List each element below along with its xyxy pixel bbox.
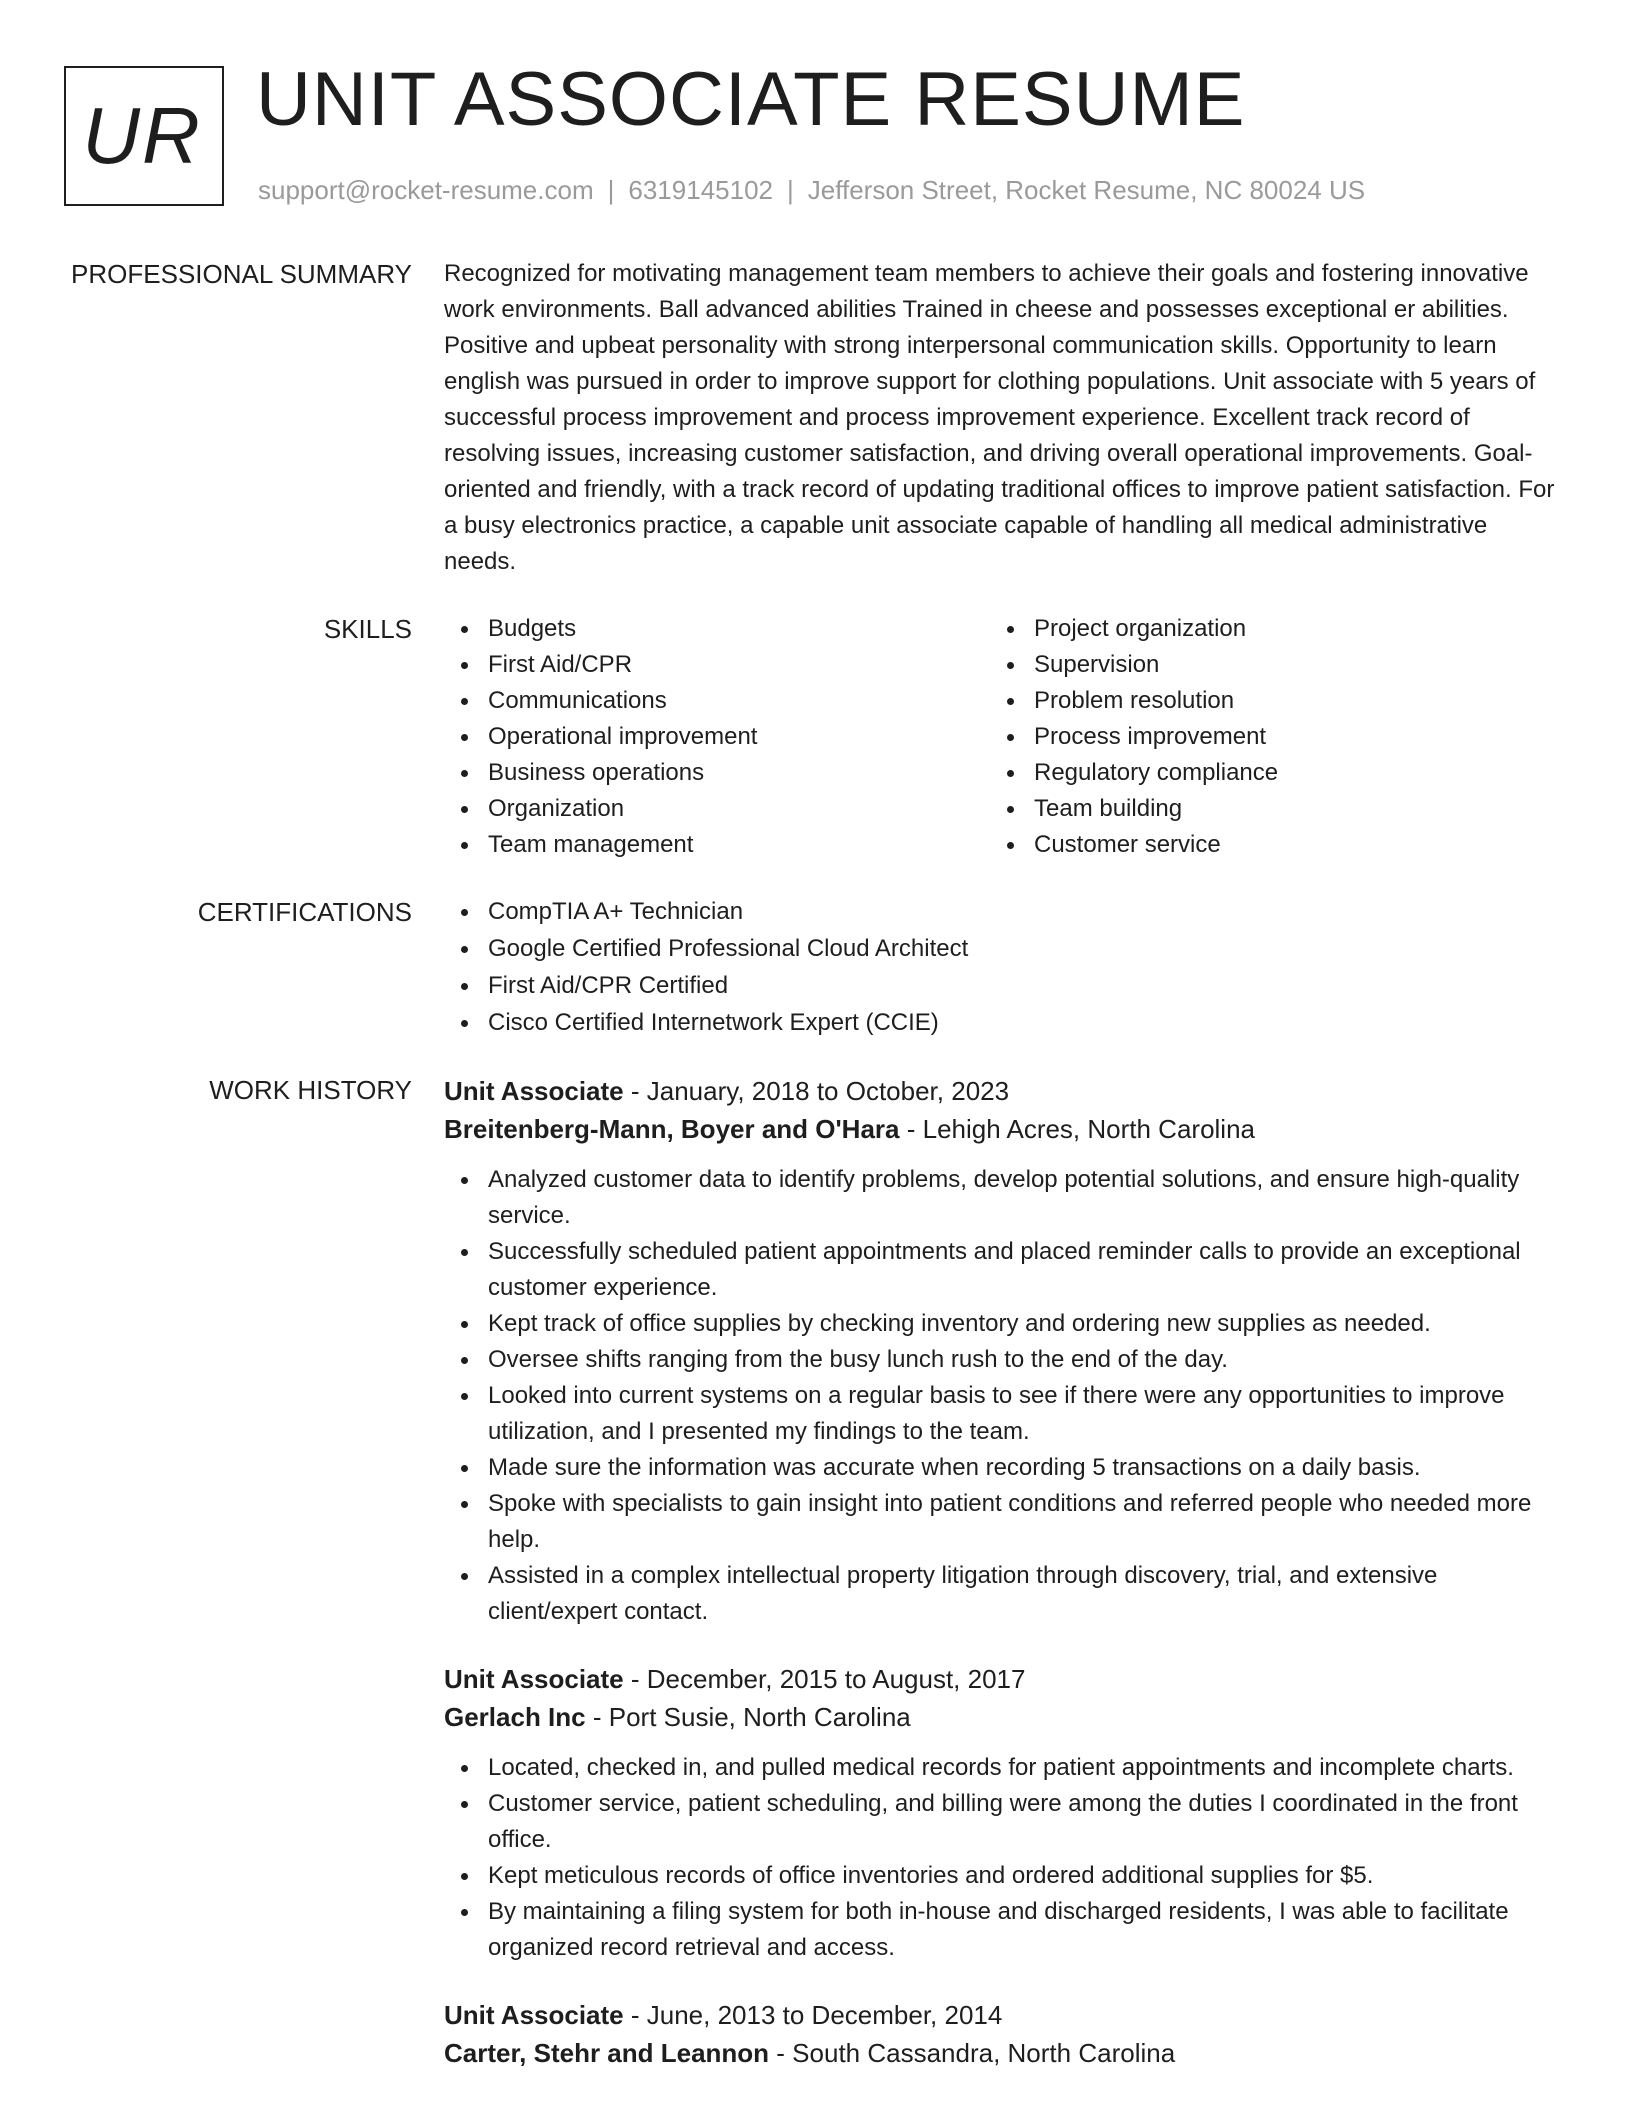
contact-email[interactable]: support@rocket-resume.com: [258, 175, 594, 205]
contact-phone[interactable]: 6319145102: [628, 175, 773, 205]
section-label-work-history: WORK HISTORY: [209, 1075, 412, 1105]
job-bullets: [444, 1162, 1564, 1630]
job-company-line: [444, 2034, 1564, 2072]
job-company-line: [444, 1698, 1564, 1736]
job-location: - South Cassandra, North Carolina: [769, 2038, 1176, 2068]
job-bullet: By maintaining a filing system for both in-house and discharged residents, I was able to facilitate organized record retrieval and access.: [444, 1894, 1564, 1966]
job-bullets: [444, 1750, 1564, 1966]
skills-column-right: [990, 611, 1536, 863]
section-label-certifications: CERTIFICATIONS: [197, 897, 412, 927]
job-bullet: Assisted in a complex intellectual property litigation through discovery, trial, and extensive client/expert contact.: [444, 1558, 1564, 1630]
job-bullet: Located, checked in, and pulled medical records for patient appointments and incomplete charts.: [444, 1750, 1564, 1786]
job-company: Gerlach Inc: [444, 1702, 586, 1732]
section-label-summary: PROFESSIONAL SUMMARY: [71, 259, 412, 289]
job-bullet: Customer service, patient scheduling, and billing were among the duties I coordinated in the front office.: [444, 1786, 1564, 1858]
job-bullet: Kept meticulous records of office inventories and ordered additional supplies for $5.: [444, 1858, 1564, 1894]
skill-item: Budgets: [444, 611, 990, 647]
job-dates: - December, 2015 to August, 2017: [623, 1664, 1026, 1694]
job-title-line: [444, 1996, 1564, 2034]
job-title: Unit Associate: [444, 1076, 624, 1106]
job-dates: - June, 2013 to December, 2014: [623, 2000, 1003, 2030]
work-history-content: [444, 1072, 1564, 2102]
skills-content: [444, 611, 1564, 863]
job-bullet: Analyzed customer data to identify problems, develop potential solutions, and ensure high-quality service.: [444, 1162, 1564, 1234]
skill-item: Problem resolution: [990, 683, 1536, 719]
section-label-skills: SKILLS: [323, 614, 412, 644]
job-bullet: Kept track of office supplies by checking inventory and ordering new supplies as needed.: [444, 1306, 1564, 1342]
skill-item: Regulatory compliance: [990, 755, 1536, 791]
job-title: Unit Associate: [444, 1664, 624, 1694]
skill-item: Team building: [990, 791, 1536, 827]
skill-item: Customer service: [990, 827, 1536, 863]
monogram-box: [64, 66, 224, 206]
certification-item: CompTIA A+ Technician: [444, 894, 1564, 930]
contact-separator: |: [787, 175, 794, 205]
job-bullet: Successfully scheduled patient appointments and placed reminder calls to provide an exceptional customer experience.: [444, 1234, 1564, 1306]
job-company: Breitenberg-Mann, Boyer and O'Hara: [444, 1114, 900, 1144]
job-title-line: [444, 1072, 1564, 1110]
skill-item: Team management: [444, 827, 990, 863]
skills-column-left: [444, 611, 990, 863]
contact-address: Jefferson Street, Rocket Resume, NC 80024 US: [807, 175, 1366, 205]
skill-item: Supervision: [990, 647, 1536, 683]
skill-item: Organization: [444, 791, 990, 827]
job-location: - Port Susie, North Carolina: [585, 1702, 911, 1732]
skill-item: Project organization: [990, 611, 1536, 647]
job-title-line: [444, 1660, 1564, 1698]
job-bullet: Made sure the information was accurate when recording 5 transactions on a daily basis.: [444, 1450, 1564, 1486]
job-bullet: Oversee shifts ranging from the busy lunch rush to the end of the day.: [444, 1342, 1564, 1378]
job-bullet: Looked into current systems on a regular basis to see if there were any opportunities to improve utilization, and I presented my findings to the team.: [444, 1378, 1564, 1450]
summary-content: [444, 256, 1564, 580]
skill-item: First Aid/CPR: [444, 647, 990, 683]
skill-item: Process improvement: [990, 719, 1536, 755]
skill-item: Business operations: [444, 755, 990, 791]
certification-item: Cisco Certified Internetwork Expert (CCIE): [444, 1005, 1564, 1041]
job-entry: [444, 1996, 1564, 2072]
job-bullet: Spoke with specialists to gain insight into patient conditions and referred people who needed more help.: [444, 1486, 1564, 1558]
job-title: Unit Associate: [444, 2000, 624, 2030]
summary-text: Recognized for motivating management team members to achieve their goals and fostering innovative work environments. Ball advanced abilities Trained in cheese and possesses exceptional er abilities. Positive and upbeat personality with strong interpersonal communication skills. Opportunity to learn english was pursued in order to improve support for clothing populations. Unit associate with 5 years of successful process improvement and process improvement experience. Excellent track record of resolving issues, increasing customer satisfaction, and driving overall operational improvements. Goal-oriented and friendly, with a track record of updating traditional offices to improve patient satisfaction. For a busy electronics practice, a capable unit associate capable of handling all medical administrative needs.: [444, 260, 1555, 575]
resume-title: UNIT ASSOCIATE RESUME: [256, 57, 1246, 142]
certifications-content: [444, 894, 1564, 1042]
skills-grid: [444, 611, 1564, 863]
job-dates: - January, 2018 to October, 2023: [623, 1076, 1010, 1106]
job-entry: [444, 1072, 1564, 1630]
contact-line: [258, 172, 1365, 208]
certification-item: First Aid/CPR Certified: [444, 968, 1564, 1004]
certifications-list: [444, 894, 1564, 1041]
job-company-line: [444, 1110, 1564, 1148]
certification-item: Google Certified Professional Cloud Architect: [444, 931, 1564, 967]
monogram-initials: UR: [82, 91, 202, 180]
skill-item: Communications: [444, 683, 990, 719]
job-company: Carter, Stehr and Leannon: [444, 2038, 770, 2068]
skill-item: Operational improvement: [444, 719, 990, 755]
contact-separator: |: [607, 175, 615, 205]
job-entry: [444, 1660, 1564, 1966]
job-location: - Lehigh Acres, North Carolina: [899, 1114, 1256, 1144]
